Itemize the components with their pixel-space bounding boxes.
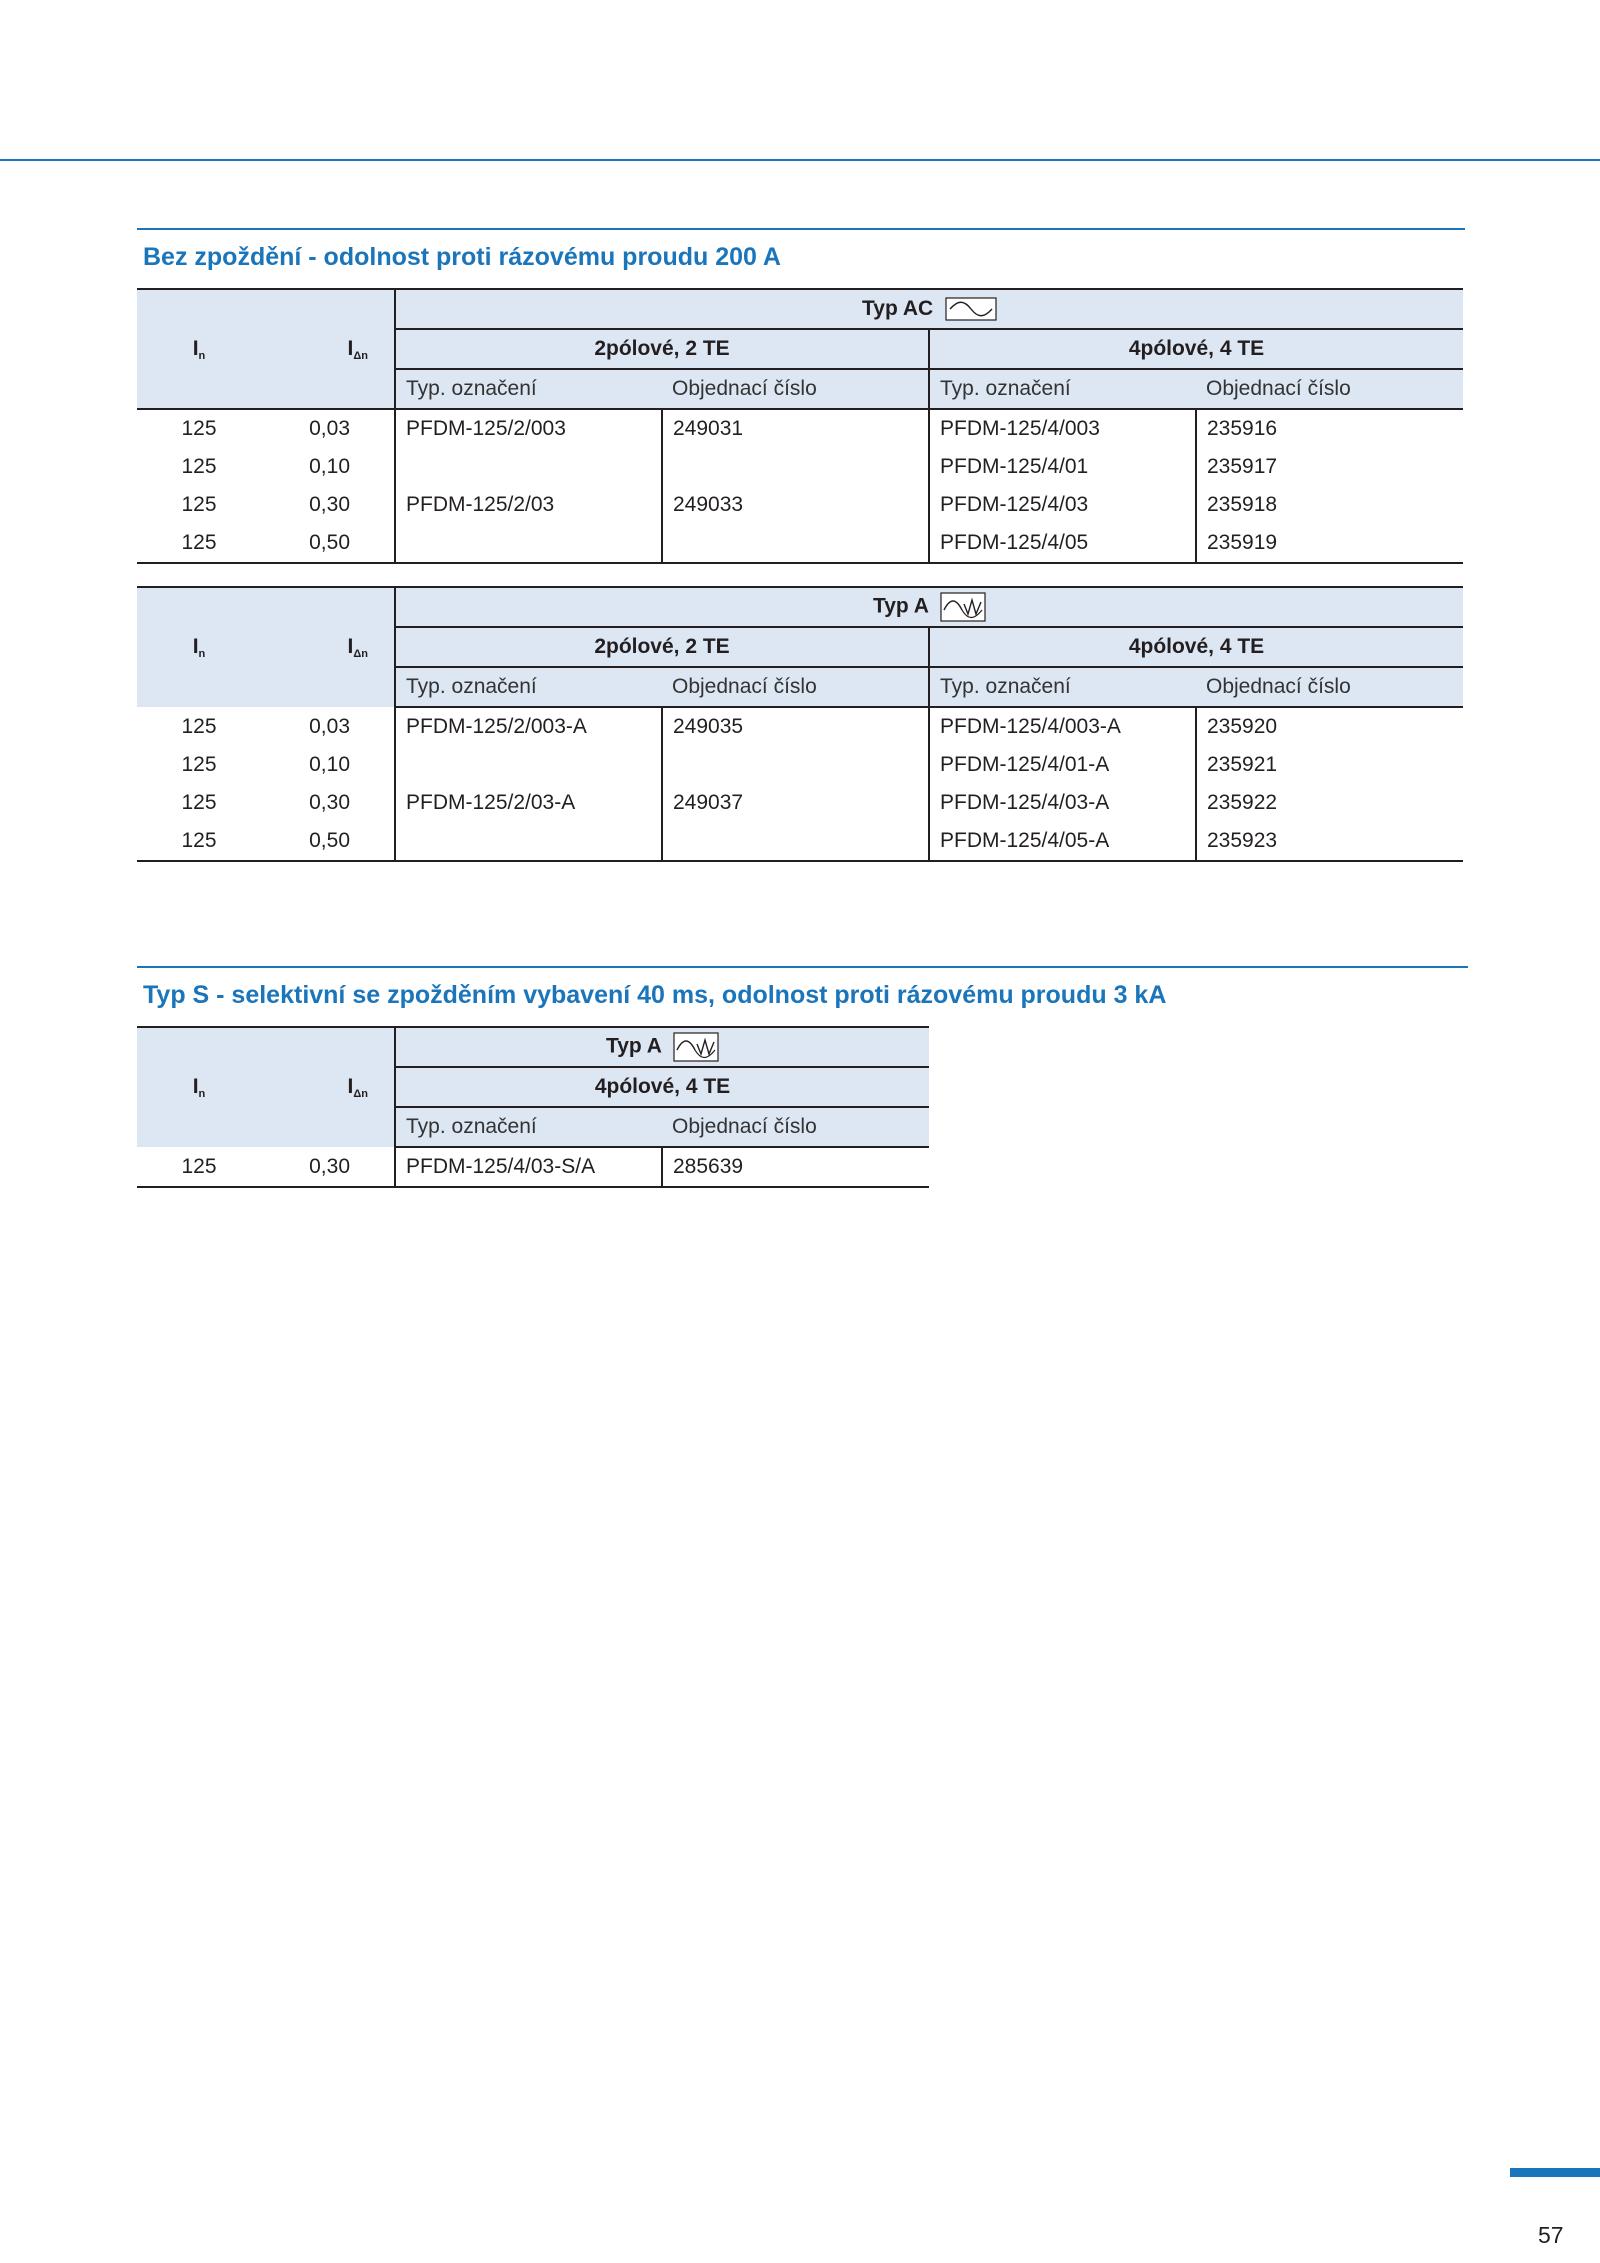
header-in: $I_n$ — [137, 1027, 261, 1147]
table-row — [137, 707, 1463, 746]
cell-type: PFDM-125/4/03 — [929, 486, 1196, 524]
cell-type: PFDM-125/4/01-A — [929, 746, 1196, 784]
cell-order: 235919 — [1196, 524, 1463, 563]
subheader-order: Objednací číslo — [662, 667, 929, 707]
cell-type: PFDM-125/4/01 — [929, 448, 1196, 486]
table-row — [137, 1147, 929, 1187]
cell-order: 249037 — [662, 784, 929, 822]
table-row — [137, 524, 1463, 563]
subheader-type: Typ. označení — [395, 1107, 662, 1147]
cell-order — [662, 448, 929, 486]
group-header-2pol: 2pólové, 2 TE — [395, 329, 929, 369]
cell-order: 249033 — [662, 486, 929, 524]
header-in: $I_n$ — [137, 587, 261, 707]
header-idn: $I_{\Delta n}$ — [261, 1027, 395, 1147]
subheader-order: Objednací číslo — [1196, 667, 1463, 707]
page-accent-bar — [1510, 2168, 1600, 2177]
group-header-4pol: 4pólové, 4 TE — [395, 1067, 929, 1107]
cell-idn: 0,10 — [309, 753, 350, 776]
cell-order: 249031 — [662, 409, 929, 448]
group-header-4pol: 4pólové, 4 TE — [929, 329, 1463, 369]
cell-order — [662, 822, 929, 861]
spec-table-typ-ac — [137, 288, 1463, 564]
cell-idn: 0,10 — [309, 455, 350, 478]
cell-idn: 0,03 — [309, 417, 350, 440]
subheader-type: Typ. označení — [929, 369, 1196, 409]
page-number: 57 — [1538, 2222, 1564, 2248]
type-header: Typ AC — [395, 289, 1463, 329]
cell-type — [395, 746, 662, 784]
section-title: Bez zpoždění - odolnost proti rázovému proudu 200 A — [143, 243, 781, 271]
cell-order: 235921 — [1196, 746, 1463, 784]
table-row — [137, 409, 1463, 448]
cell-idn: 0,30 — [309, 791, 350, 814]
cell-type: PFDM-125/4/05-A — [929, 822, 1196, 861]
cell-in: 125 — [181, 791, 217, 814]
top-rule — [0, 159, 1600, 161]
cell-in: 125 — [181, 493, 217, 516]
ac-wave-icon — [945, 297, 997, 321]
table-row — [137, 784, 1463, 822]
cell-type: PFDM-125/2/003 — [395, 409, 662, 448]
cell-type: PFDM-125/4/003-A — [929, 707, 1196, 746]
cell-order: 235920 — [1196, 707, 1463, 746]
table-row — [137, 822, 1463, 861]
spec-table-typ-s — [137, 1026, 929, 1188]
cell-in: 125 — [181, 714, 217, 738]
subheader-type: Typ. označení — [395, 369, 662, 409]
group-header-4pol: 4pólové, 4 TE — [929, 627, 1463, 667]
cell-order: 285639 — [662, 1147, 929, 1187]
a-wave-icon — [673, 1032, 719, 1062]
cell-idn: 0,03 — [309, 714, 350, 738]
table-row — [137, 746, 1463, 784]
cell-type: PFDM-125/4/05 — [929, 524, 1196, 563]
cell-type: PFDM-125/2/03-A — [395, 784, 662, 822]
header-idn: $I_{\Delta n}$ — [261, 289, 395, 409]
header-in: $I_n$ — [137, 289, 261, 409]
cell-in: 125 — [181, 829, 217, 852]
cell-order — [662, 746, 929, 784]
cell-in: 125 — [181, 753, 217, 776]
subheader-order: Objednací číslo — [662, 369, 929, 409]
table-row — [137, 486, 1463, 524]
cell-in: 125 — [181, 531, 217, 554]
group-header-2pol: 2pólové, 2 TE — [395, 627, 929, 667]
cell-type: PFDM-125/2/003-A — [395, 707, 662, 746]
cell-idn: 0,50 — [309, 829, 350, 852]
cell-type — [395, 448, 662, 486]
cell-idn: 0,30 — [309, 493, 350, 516]
cell-order: 235918 — [1196, 486, 1463, 524]
subheader-order: Objednací číslo — [662, 1107, 929, 1147]
section-rule — [137, 228, 1465, 230]
cell-in: 125 — [181, 417, 217, 440]
spec-table-typ-a — [137, 586, 1463, 862]
a-wave-icon — [940, 592, 986, 622]
cell-type — [395, 822, 662, 861]
subheader-type: Typ. označení — [395, 667, 662, 707]
cell-type — [395, 524, 662, 563]
cell-order: 235922 — [1196, 784, 1463, 822]
subheader-order: Objednací číslo — [1196, 369, 1463, 409]
cell-order: 235923 — [1196, 822, 1463, 861]
type-header: Typ A — [395, 1027, 929, 1067]
cell-order: 235916 — [1196, 409, 1463, 448]
section-rule — [137, 966, 1468, 968]
type-header: Typ A — [395, 587, 1463, 627]
subheader-type: Typ. označení — [929, 667, 1196, 707]
cell-type: PFDM-125/2/03 — [395, 486, 662, 524]
cell-type: PFDM-125/4/003 — [929, 409, 1196, 448]
cell-idn: 0,30 — [309, 1154, 350, 1178]
cell-order: 249035 — [662, 707, 929, 746]
cell-order: 235917 — [1196, 448, 1463, 486]
cell-type: PFDM-125/4/03-S/A — [395, 1147, 662, 1187]
header-idn: $I_{\Delta n}$ — [261, 587, 395, 707]
cell-in: 125 — [181, 455, 217, 478]
cell-type: PFDM-125/4/03-A — [929, 784, 1196, 822]
cell-in: 125 — [181, 1154, 217, 1178]
cell-order — [662, 524, 929, 563]
cell-idn: 0,50 — [309, 531, 350, 554]
table-row — [137, 448, 1463, 486]
section-title: Typ S - selektivní se zpožděním vybavení 40 ms, odolnost proti rázovému proudu 3 kA — [143, 981, 1167, 1009]
